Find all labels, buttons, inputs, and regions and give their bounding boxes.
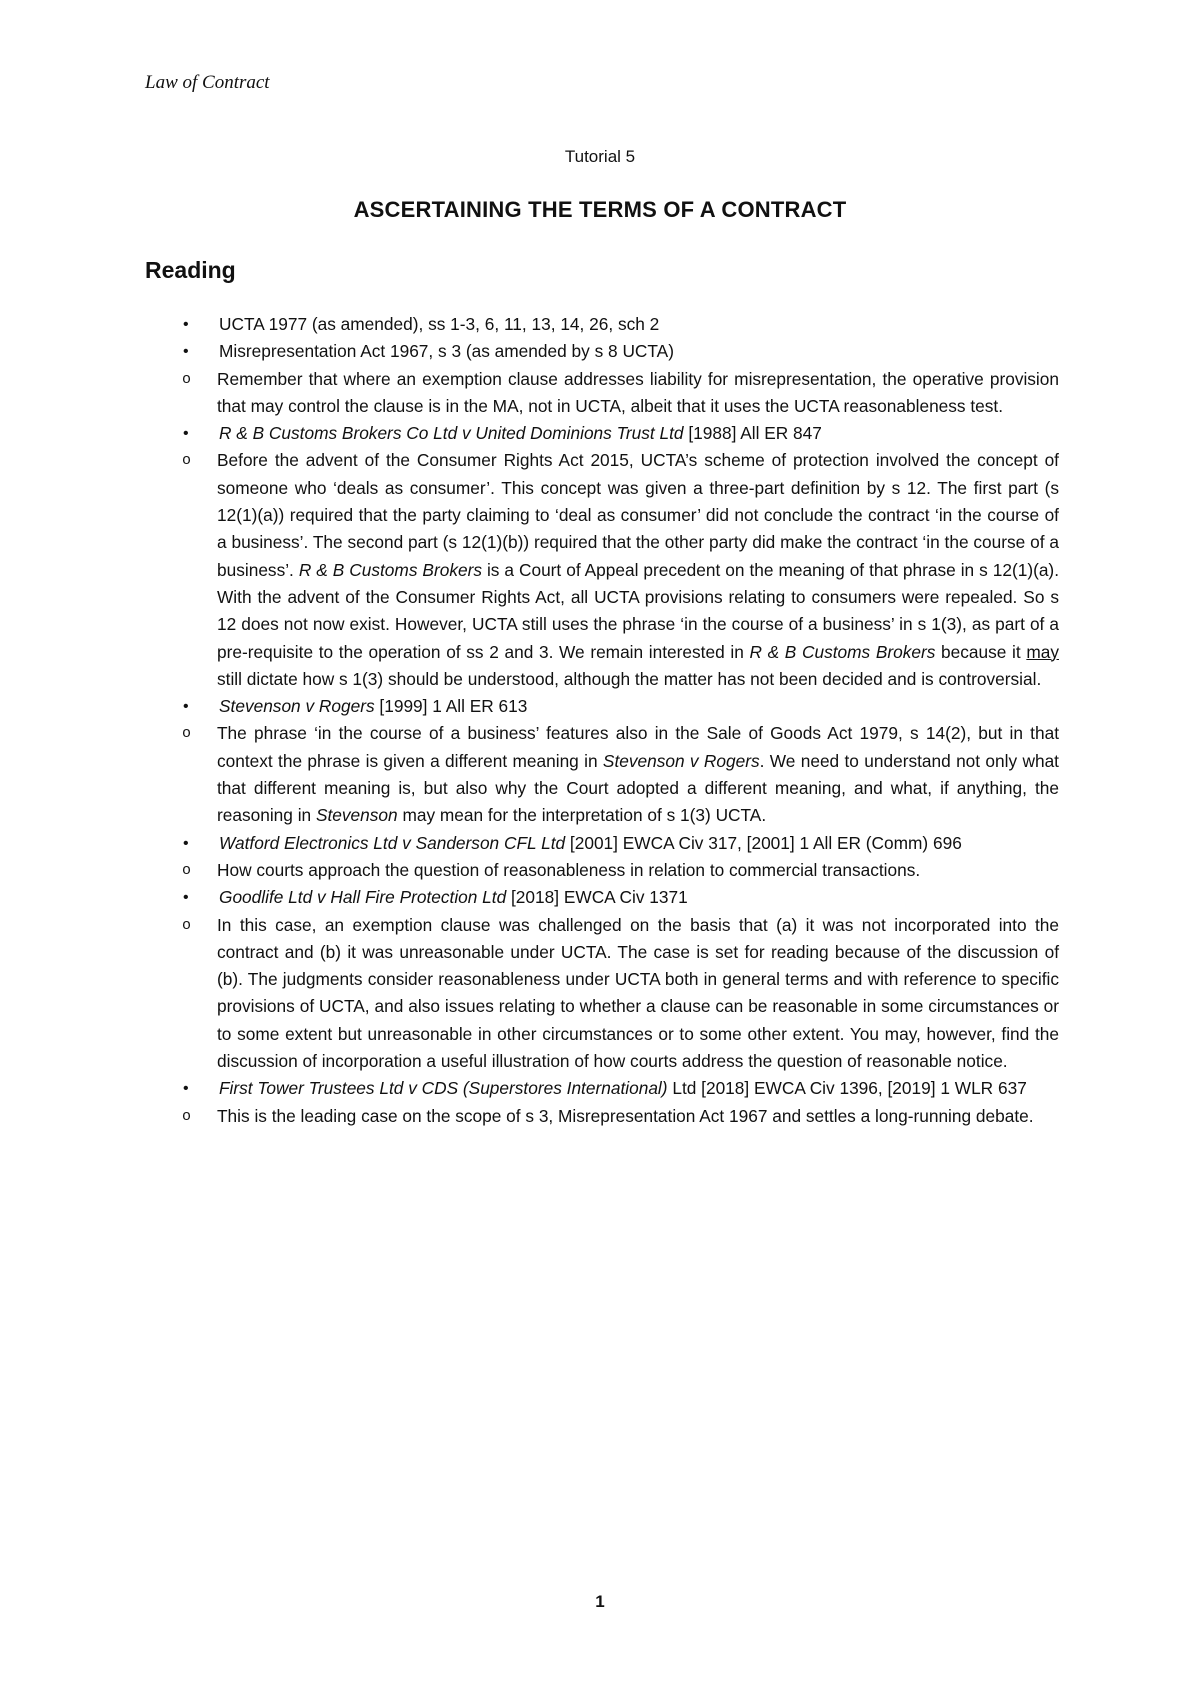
bullet-icon: • xyxy=(183,698,189,716)
bullet-icon: • xyxy=(183,316,189,333)
sub-bullet-icon: o xyxy=(182,861,192,879)
reading-item-text xyxy=(219,341,674,361)
reading-item-citation: [2001] EWCA Civ 317, [2001] 1 All ER (Comm) 696 xyxy=(565,832,962,853)
reading-item xyxy=(145,1075,1059,1102)
reading-note xyxy=(145,912,1059,1076)
case-name: R & B Customs Brokers Co Ltd v United Dominions Trust Ltd xyxy=(219,423,684,444)
reading-note-text: In this case, an exemption clause was challenged on the basis that (a) it was not incorporated into the contract and (b) it was unreasonable under UCTA. The case is set for reading because of the discussion of (b). The judgments consider reasonableness under UCTA both in general terms and with reference to specific provisions of UCTA, and also issues relating to whether a clause can be reasonable in some circumstances or to some extent but unreasonable in other circumstances or to some other extent. You may, however, find the discussion of incorporation a useful illustration of how courts address the question of reasonable notice. xyxy=(217,914,1059,1072)
reading-item-citation: [1999] 1 All ER 613 xyxy=(374,696,528,717)
case-name: Stevenson v Rogers xyxy=(219,696,375,717)
reading-item-citation: [2018] EWCA Civ 1371 xyxy=(506,887,688,908)
reading-note xyxy=(145,720,1059,829)
reading-item-citation: Misrepresentation Act 1967, s 3 (as amended by s 8 UCTA) xyxy=(219,341,674,362)
reading-item-citation: [1988] All ER 847 xyxy=(683,423,822,444)
reading-item-text xyxy=(219,423,822,443)
case-name: First Tower Trustees Ltd v CDS (Superstores International) xyxy=(219,1078,668,1099)
reading-item-text xyxy=(219,887,688,907)
reading-note xyxy=(145,366,1059,421)
reading-notes xyxy=(145,857,1059,884)
reading-item-text xyxy=(219,696,527,716)
reading-note xyxy=(145,857,1059,884)
bullet-icon: • xyxy=(183,889,189,907)
reading-note xyxy=(145,447,1059,693)
reading-content xyxy=(145,311,1059,1130)
sub-bullet-icon: o xyxy=(182,725,192,743)
reading-item xyxy=(145,693,1059,720)
reading-item-citation: UCTA 1977 (as amended), ss 1-3, 6, 11, 13, 14, 26, sch 2 xyxy=(219,314,660,334)
underlined-word: may xyxy=(1026,641,1059,662)
reading-note-text: Remember that where an exemption clause addresses liability for misrepresentation, the operative provision that may control the clause is in the MA, not in UCTA, albeit that it uses the UCTA reasonableness test. xyxy=(217,368,1059,416)
case-name: Stevenson v Rogers xyxy=(602,750,760,771)
reading-note-text: How courts approach the question of reasonableness in relation to commercial transactions. xyxy=(217,859,921,880)
note-text-part: is a Court of Appeal precedent on the meaning of that phrase in s 12(1)(a). With the advent of the Consumer Rights Act, all UCTA provisions relating to consumers were repealed. So s 12 does not now exist. However, UCTA still uses the phrase ‘in the course of a business’ in s 1(3), as part of a pre-requisite to the operation of ss 2 and 3. We remain interested in xyxy=(217,559,1059,662)
bullet-icon: • xyxy=(183,1080,189,1098)
reading-notes xyxy=(145,1103,1059,1130)
note-text-part: because it xyxy=(935,641,1027,662)
sub-bullet-icon: o xyxy=(182,452,192,470)
reading-note-text xyxy=(217,723,1059,825)
case-name: R & B Customs Brokers xyxy=(749,641,936,662)
reading-item xyxy=(145,830,1059,857)
reading-item xyxy=(145,884,1059,911)
bullet-icon: • xyxy=(183,343,189,361)
reading-item xyxy=(145,420,1059,447)
case-name: Stevenson xyxy=(315,805,398,826)
reading-note xyxy=(145,1103,1059,1130)
reading-item-text xyxy=(219,314,659,334)
reading-notes xyxy=(145,912,1059,1076)
reading-notes xyxy=(145,366,1059,421)
reading-note-text xyxy=(217,450,1059,688)
reading-note-text: This is the leading case on the scope of s 3, Misrepresentation Act 1967 and settles a long-running debate. xyxy=(217,1105,1034,1126)
tutorial-label: Tutorial 5 xyxy=(564,147,636,166)
page-title: ASCERTAINING THE TERMS OF A CONTRACT xyxy=(353,197,847,222)
case-name: Watford Electronics Ltd v Sanderson CFL Ltd xyxy=(219,832,566,853)
sub-bullet-icon: o xyxy=(182,370,192,388)
reading-notes xyxy=(145,720,1059,829)
reading-notes xyxy=(145,447,1059,693)
sub-bullet-icon: o xyxy=(182,1107,192,1125)
sub-bullet-icon: o xyxy=(182,916,192,934)
reading-item-text xyxy=(219,1078,1027,1098)
reading-list xyxy=(145,311,1059,1130)
note-text-part: The phrase ‘in the course of a business’ features also in the Sale of Goods Act 1979, s 14(2), but in that context the phrase is given a different meaning in xyxy=(217,723,1059,771)
note-text-part: . We need to understand not only what that different meaning is, but also why the Court adopted a different meaning, and what, if anything, the reasoning in xyxy=(217,750,1059,826)
reading-item xyxy=(145,311,1059,338)
reading-item xyxy=(145,338,1059,365)
section-heading-reading: Reading xyxy=(145,257,236,283)
case-name: Goodlife Ltd v Hall Fire Protection Ltd xyxy=(219,887,507,908)
bullet-icon: • xyxy=(183,425,189,443)
reading-item-text xyxy=(219,833,962,853)
bullet-icon: • xyxy=(183,834,189,852)
reading-item-citation: Ltd [2018] EWCA Civ 1396, [2019] 1 WLR 637 xyxy=(667,1078,1027,1099)
page-number: 1 xyxy=(595,1592,605,1611)
note-text-part: still dictate how s 1(3) should be understood, although the matter has not been decided and is controversial. xyxy=(217,668,1042,689)
note-text-part: Before the advent of the Consumer Rights Act 2015, UCTA’s scheme of protection involved the concept of someone who ‘deals as consumer’. This concept was given a three-part definition by s 12. The first part (s 12(1)(a)) required that the party claiming to ‘deal as consumer’ did not conclude the contract ‘in the course of a business’. The second part (s 12(1)(b)) required that the other party did make the contract ‘in the course of a business’. xyxy=(217,450,1059,580)
note-text-part: may mean for the interpretation of s 1(3) UCTA. xyxy=(397,805,767,826)
running-header: Law of Contract xyxy=(145,72,270,93)
case-name: R & B Customs Brokers xyxy=(298,559,482,580)
